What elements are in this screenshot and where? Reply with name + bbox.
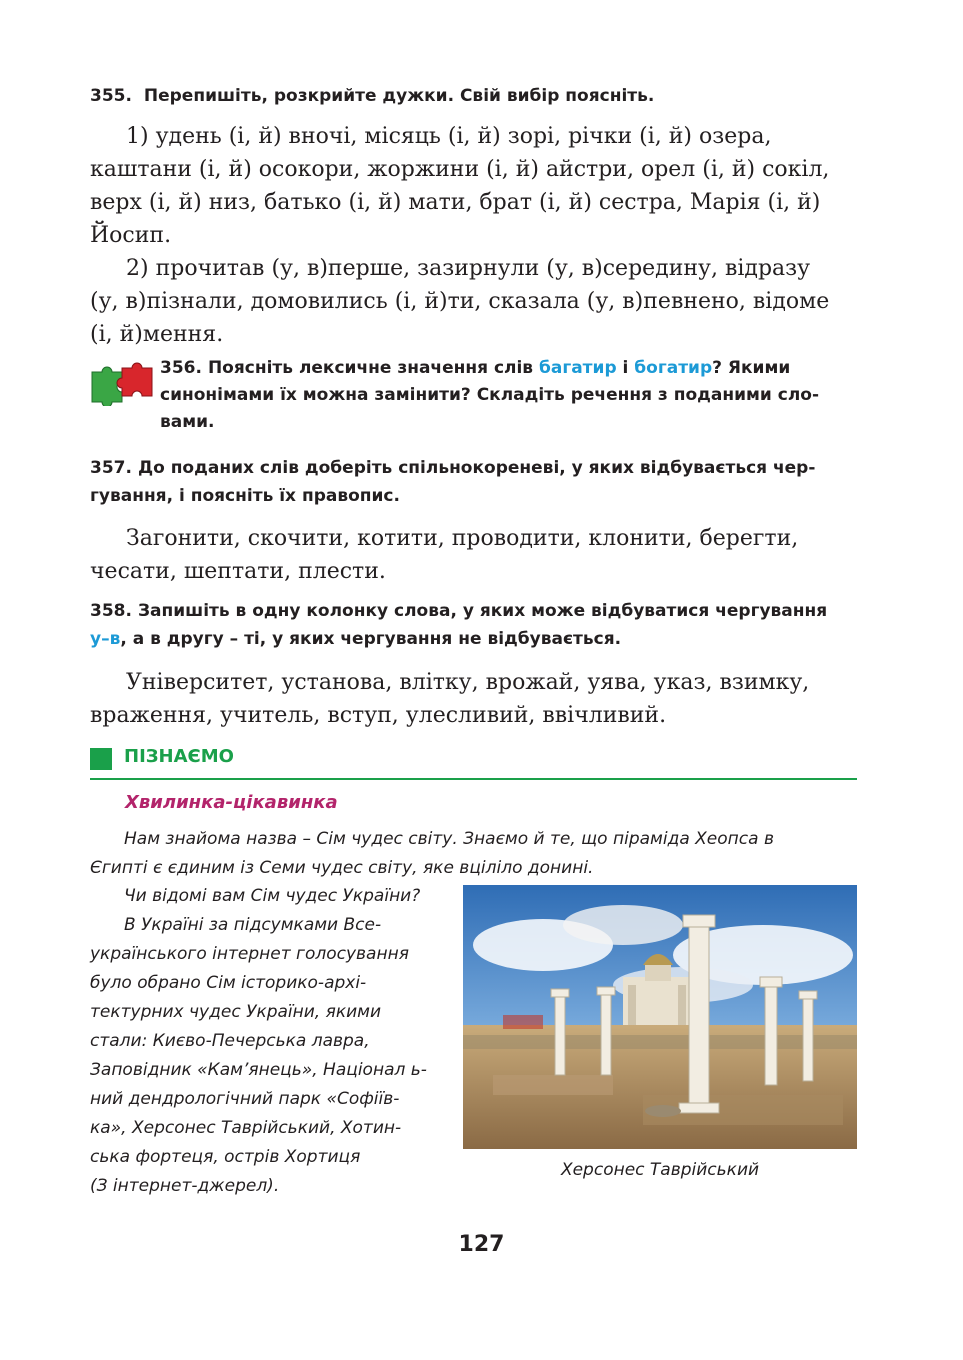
text-line: ська фортеця, острів Хортиця [90, 1147, 361, 1167]
intro-text [90, 825, 860, 883]
text-line: ний дендрологічний парк «Софіїв- [90, 1089, 400, 1109]
task-357-heading [90, 454, 870, 510]
task-356-heading [160, 355, 860, 436]
task-357-body [90, 522, 860, 588]
task-number: 358. [90, 601, 132, 621]
text-line: ка», Херсонес Таврійський, Хотин- [90, 1118, 402, 1138]
photo-caption: Херсонес Таврійський [560, 1160, 760, 1180]
task-text: вами. [160, 412, 215, 432]
task-text: гування, і поясніть їх правопис. [90, 486, 400, 506]
text-line: Єгипті є єдиним із Семи чудес світу, яке вціліло донині. [90, 858, 594, 878]
text-line: українського інтернет голосування [90, 944, 409, 964]
text-line: (і, й)мення. [90, 322, 224, 347]
text-line: каштани (і, й) осокори, жоржини (і, й) айстри, орел (і, й) сокіл, [90, 157, 830, 182]
task-355-body [90, 120, 860, 351]
task-358-heading [90, 597, 870, 653]
text-line: Чи відомі вам Сім чудес України? [124, 886, 421, 906]
text-line: 2) прочитав (у, в)перше, зазирнули (у, в)середину, відразу [126, 256, 811, 281]
task-text: Запишіть в одну колонку слова, у яких може відбуватися чергування [137, 601, 828, 621]
task-text: синонімами їх можна замінити? Складіть речення з поданими сло- [160, 385, 819, 405]
section-title: ПІЗНАЄМО [124, 746, 234, 767]
section-header [90, 744, 857, 780]
paragraph-1 [90, 120, 860, 252]
task-text: До поданих слів доберіть спільнокореневі, у яких відбувається чер- [137, 458, 816, 478]
section-subtitle: Хвилинка-цікавинка [125, 792, 338, 813]
text-line: (у, в)пізнали, домовились (і, й)ти, сказала (у, в)певнено, відоме [90, 289, 830, 314]
text-line: Загонити, скочити, котити, проводити, клонити, берегти, [126, 526, 799, 551]
text-line: (З інтернет-джерел). [90, 1176, 280, 1196]
column-text [90, 882, 450, 1201]
section-square-icon [90, 748, 112, 770]
task-text: ? Якими [712, 358, 791, 378]
task-text: , а в другу – ті, у яких чергування не відбувається. [120, 629, 622, 649]
highlighted-word: богатир [634, 358, 713, 378]
task-358-body [90, 666, 860, 732]
text-line: тектурних чудес України, якими [90, 1002, 382, 1022]
highlighted-word: багатир [538, 358, 617, 378]
task-text: Поясніть лексичне значення слів [207, 358, 539, 378]
task-number: 356. [160, 358, 202, 378]
chersonesus-photo [463, 885, 857, 1149]
text-line: верх (і, й) низ, батько (і, й) мати, брат (і, й) сестра, Марія (і, й) [90, 190, 821, 215]
task-355-heading [90, 82, 870, 111]
text-line: 1) удень (і, й) вночі, місяць (і, й) зорі, річки (і, й) озера, [126, 124, 772, 149]
puzzle-icon [88, 360, 156, 406]
task-instruction: Перепишіть, розкрийте дужки. Свій вибір поясніть. [143, 86, 655, 106]
text-line: Університет, установа, влітку, врожай, уява, указ, взимку, [126, 670, 810, 695]
task-number: 355. [90, 86, 132, 106]
text-line: враження, учитель, вступ, улесливий, ввічливий. [90, 703, 667, 728]
text-line: чесати, шептати, плести. [90, 559, 386, 584]
page-number: 127 [458, 1232, 505, 1257]
text-line: було обрано Сім історико-архі- [90, 973, 367, 993]
paragraph-2 [90, 252, 860, 351]
text-line: Йосип. [90, 223, 172, 248]
text-line: В Україні за підсумками Все- [124, 915, 382, 935]
text-line: Заповідник «Кам’янець», Націонал ь- [90, 1060, 427, 1080]
highlighted-alternation: у–в [90, 629, 121, 649]
task-number: 357. [90, 458, 132, 478]
text-line: стали: Києво-Печерська лавра, [90, 1031, 370, 1051]
task-text: і [616, 358, 635, 378]
text-line: Нам знайома назва – Сім чудес світу. Знаємо й те, що піраміда Хеопса в [124, 829, 774, 849]
